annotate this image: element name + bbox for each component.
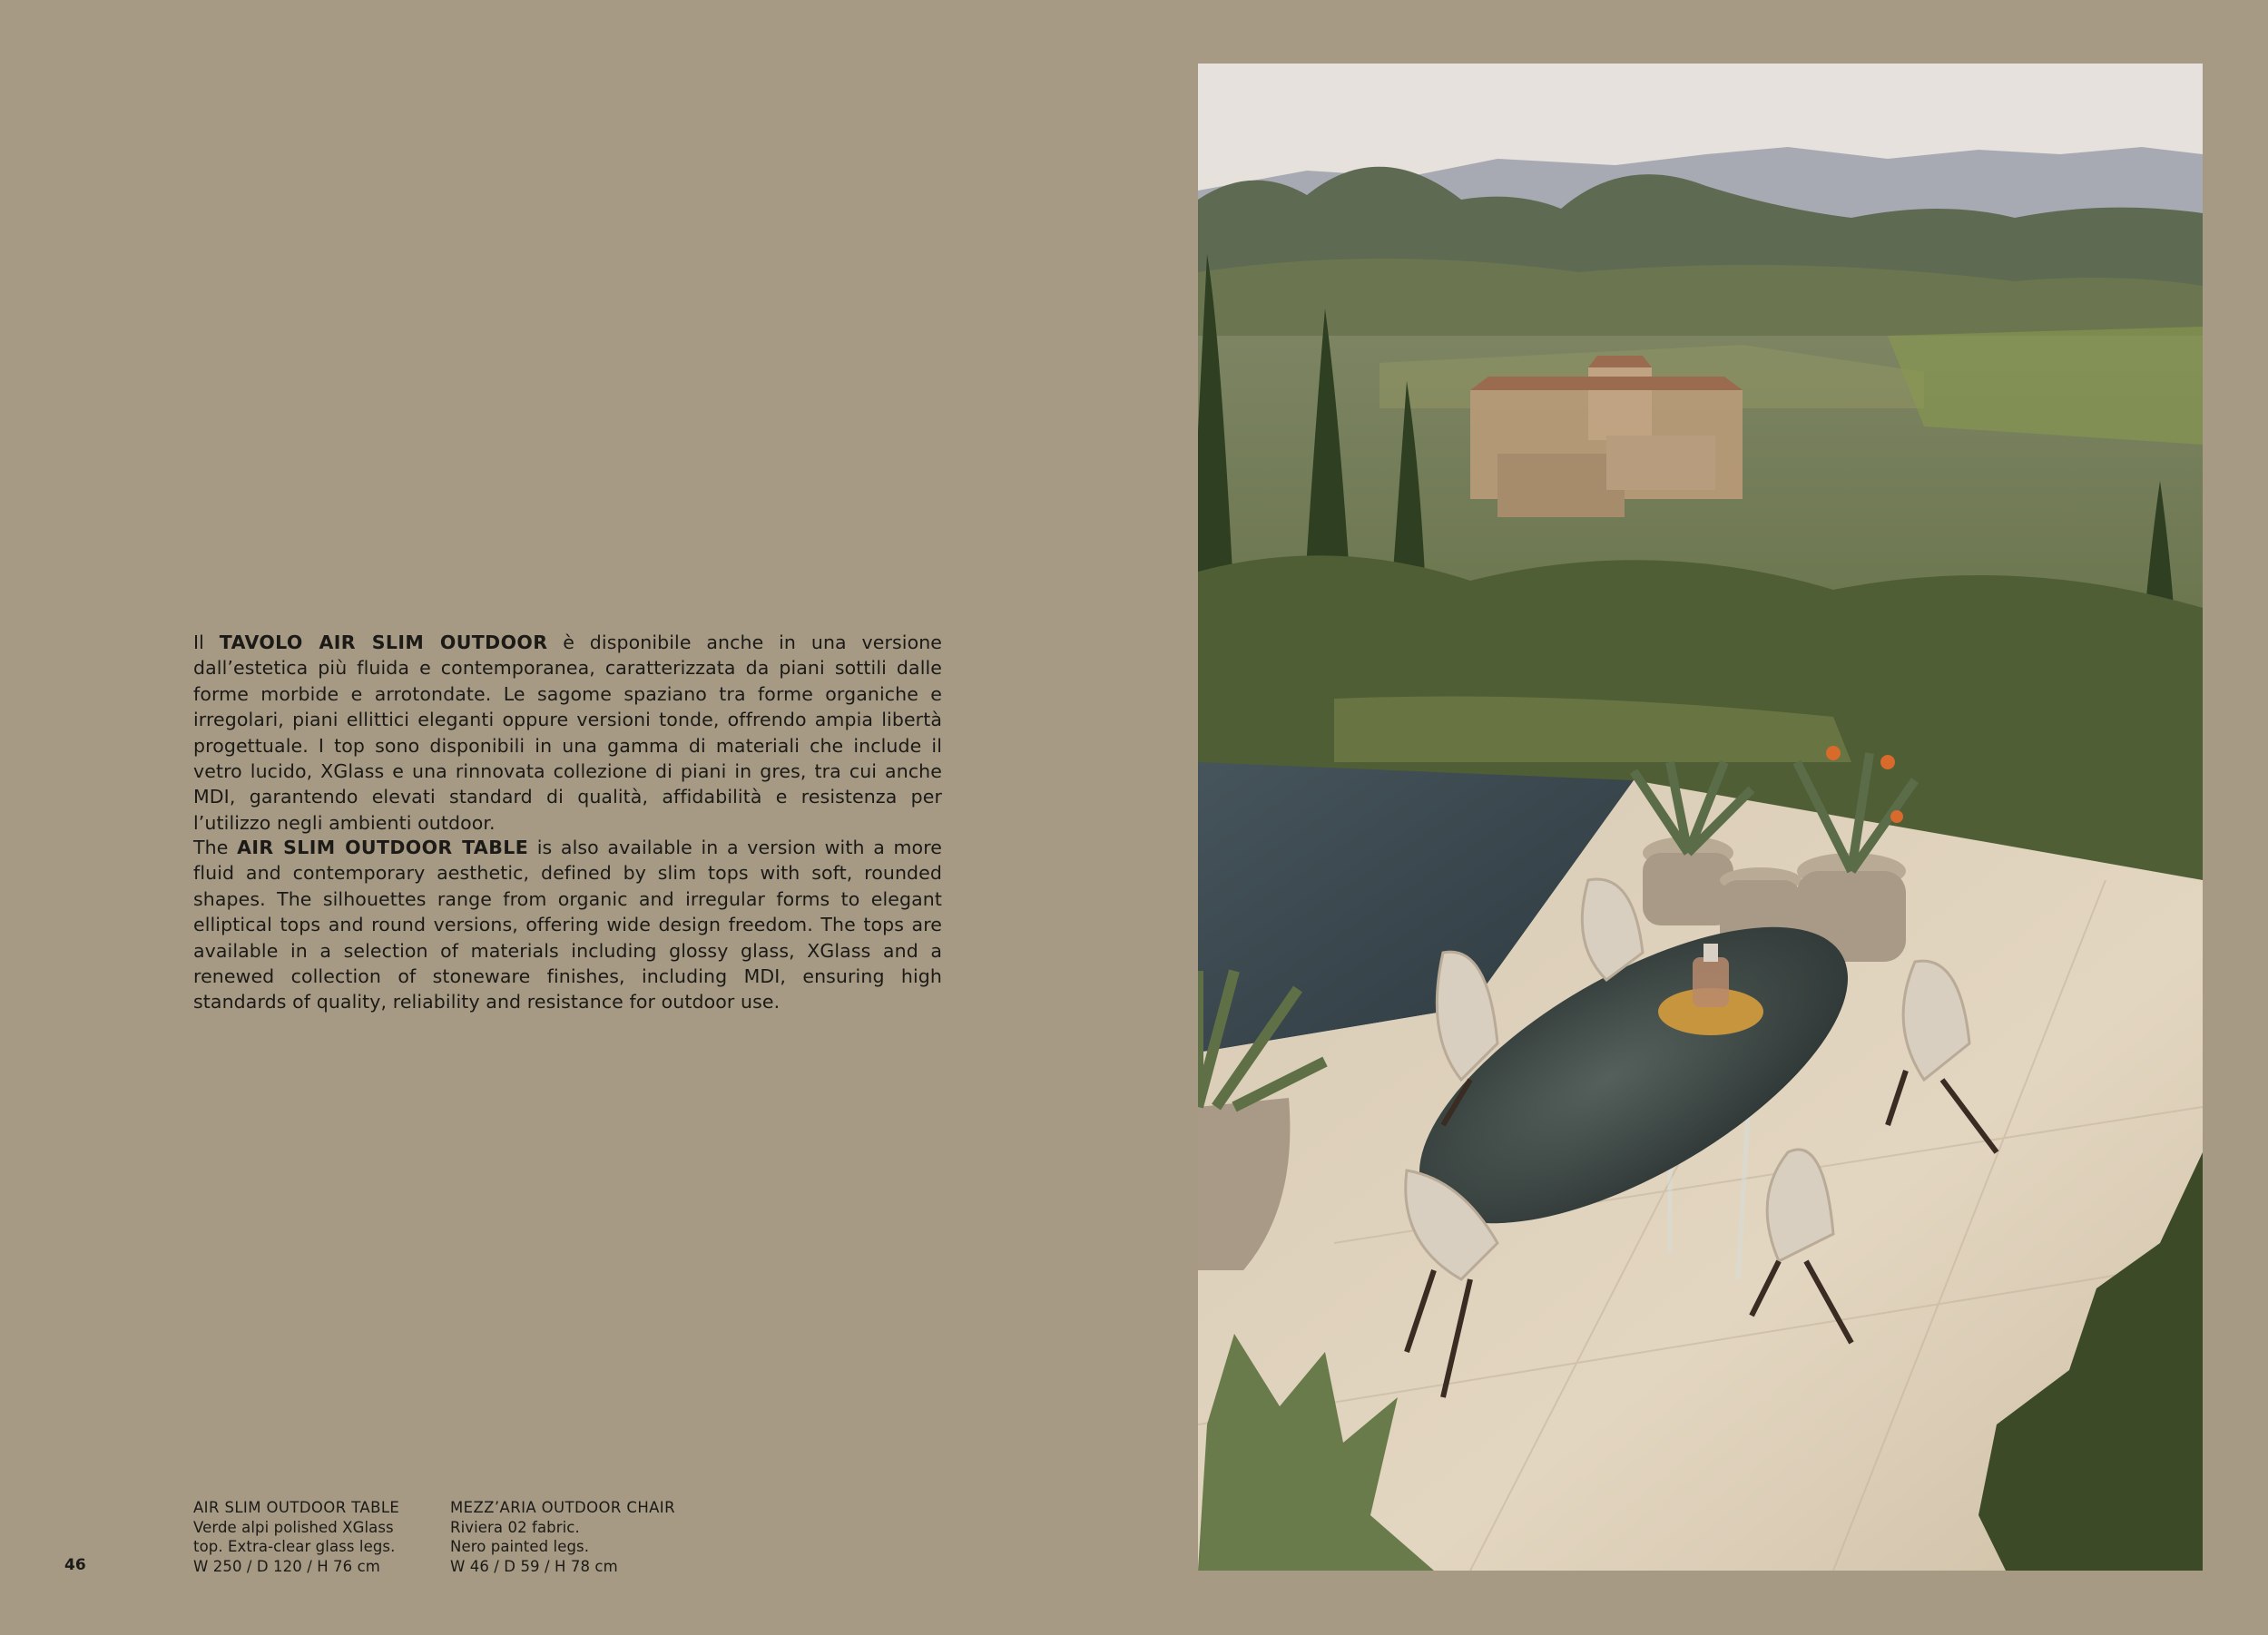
chair-caption-title: MEZZ’ARIA OUTDOOR CHAIR — [450, 1499, 675, 1516]
table-caption-line: Verde alpi polished XGlass — [193, 1518, 394, 1536]
italian-description — [193, 630, 942, 836]
english-lead: The — [193, 837, 238, 858]
chair-caption-line: Nero painted legs. — [450, 1538, 590, 1555]
english-description — [193, 835, 942, 1015]
english-body: is also available in a version with a more fluid and contemporary aesthetic, defined by slim tops with soft, rounded shapes. The silhouettes range from organic and irregular forms to elegant elliptical tops and round versions, offering wide design freedom. The tops are available in a selection of materials including glossy glass, XGlass and a renewed collection of stoneware finishes, including MDI, ensuring high standards of quality, reliability and resistance for outdoor use. — [193, 837, 942, 1013]
terrace-landscape-photo — [1198, 64, 2203, 1571]
page-number: 46 — [64, 1556, 86, 1574]
chair-caption-line: Riviera 02 fabric. — [450, 1518, 580, 1536]
table-caption-line: top. Extra-clear glass legs. — [193, 1538, 396, 1555]
chair-caption-dimensions: W 46 / D 59 / H 78 cm — [450, 1557, 618, 1575]
italian-lead: Il — [193, 631, 220, 653]
italian-body: è disponibile anche in una versione dall’estetica più fluida e contemporanea, caratterizzata da piani sottili dalle forme morbide e arrotondate. Le sagome spaziano tra forme organiche e irregolari, piani ellittici eleganti oppure versioni tonde, offrendo ampia libertà progettuale. I top sono disponibili in una gamma di materiali che include il vetro lucido, XGlass e una rinnovata collezione di piani in gres, tra cui anche MDI, garantendo elevati standard di qualità, affidabilità e resistenza per l’utilizzo negli ambienti outdoor. — [193, 631, 943, 834]
table-caption — [193, 1498, 429, 1576]
table-caption-title: AIR SLIM OUTDOOR TABLE — [193, 1499, 400, 1516]
village — [1470, 356, 1743, 517]
italian-product-name: TAVOLO AIR SLIM OUTDOOR — [219, 631, 548, 653]
chair-caption — [450, 1498, 722, 1576]
table-caption-dimensions: W 250 / D 120 / H 76 cm — [193, 1557, 380, 1575]
english-product-name: AIR SLIM OUTDOOR TABLE — [237, 837, 529, 858]
